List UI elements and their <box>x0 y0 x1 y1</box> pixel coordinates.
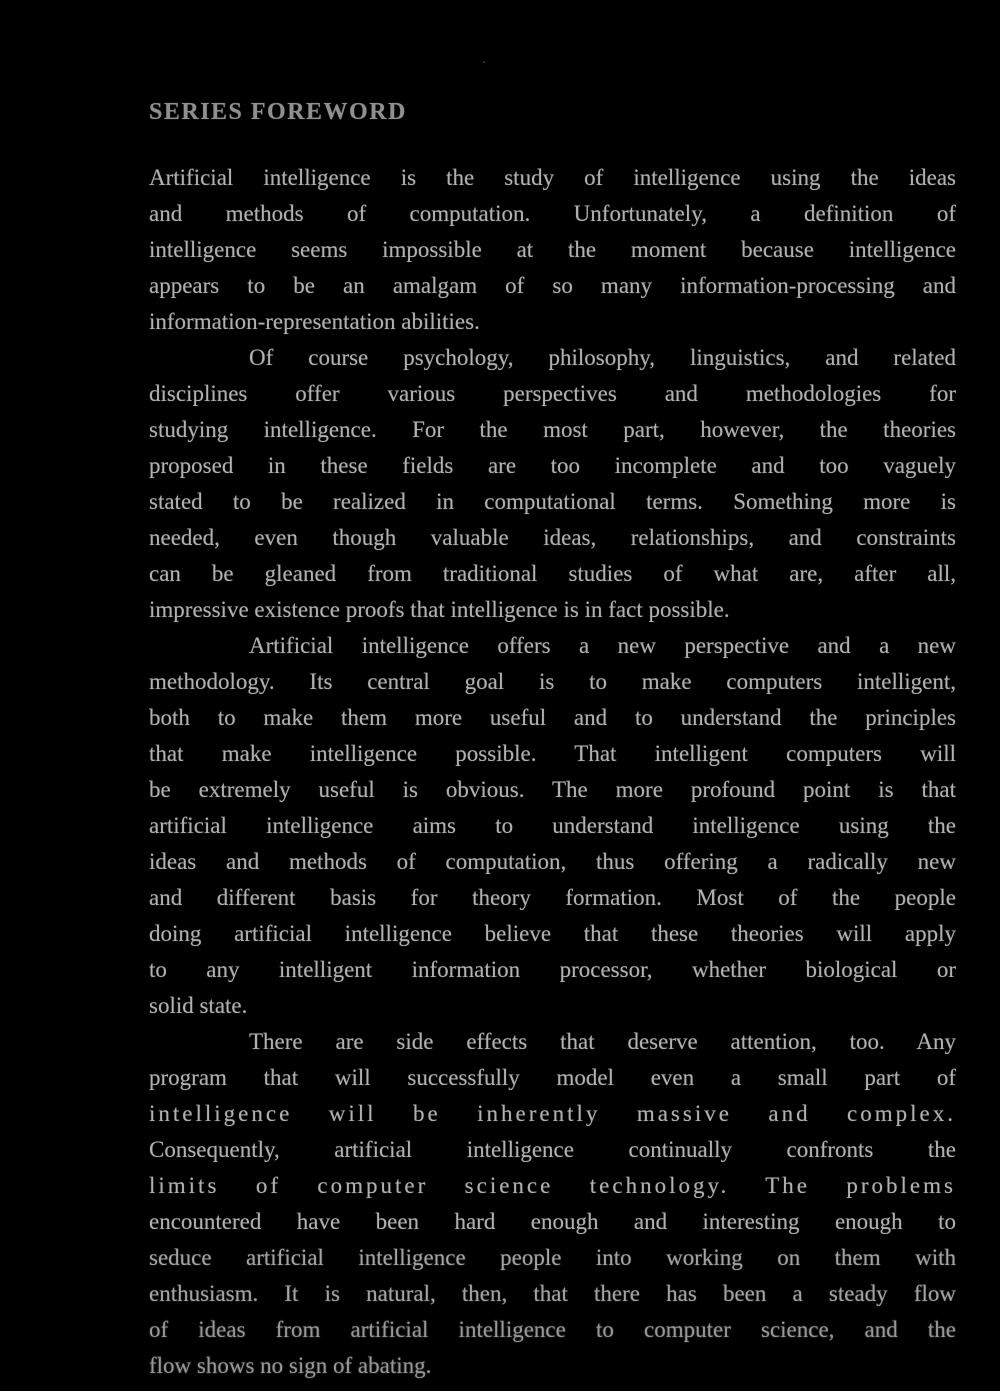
text-line: seduce artificial intelligence people into working on them with <box>149 1245 956 1270</box>
text-line: intelligence seems impossible at the moment because intelligence <box>149 237 956 262</box>
text-line: stated to be realized in computational terms. Something more is <box>149 489 956 514</box>
text-line: ideas and methods of computation, thus offering a radically new <box>149 849 956 874</box>
text-line: program that will successfully model even a small part of <box>149 1065 956 1090</box>
text-line: and different basis for theory formation. Most of the people <box>149 885 956 910</box>
text-line: studying intelligence. For the most part, however, the theories <box>149 417 956 442</box>
text-line: enthusiasm. It is natural, then, that there has been a steady flow <box>149 1281 956 1306</box>
text-line: needed, even though valuable ideas, relationships, and constraints <box>149 525 956 550</box>
text-line: methodology. Its central goal is to make computers intelligent, <box>149 669 956 694</box>
text-line: can be gleaned from traditional studies of what are, after all, <box>149 561 956 586</box>
paragraph-3 <box>149 628 956 1024</box>
text-line: Artificial intelligence offers a new perspective and a new <box>249 633 956 658</box>
text-line: Of course psychology, philosophy, linguistics, and related <box>249 345 956 370</box>
text-line: encountered have been hard enough and interesting enough to <box>149 1209 956 1234</box>
text-line: of ideas from artificial intelligence to computer science, and the <box>149 1317 956 1342</box>
text-line: solid state. <box>149 993 248 1018</box>
text-line: Artificial intelligence is the study of intelligence using the ideas <box>149 165 956 190</box>
paragraph-4 <box>149 1024 956 1384</box>
text-line: doing artificial intelligence believe that these theories will apply <box>149 921 956 946</box>
text-line: proposed in these fields are too incomplete and too vaguely <box>149 453 956 478</box>
paragraph-1 <box>149 160 956 340</box>
text-line: disciplines offer various perspectives and methodologies for <box>149 381 956 406</box>
text-line: both to make them more useful and to understand the principles <box>149 705 956 730</box>
text-line: artificial intelligence aims to understand intelligence using the <box>149 813 956 838</box>
text-line: Consequently, artificial intelligence continually confronts the <box>149 1137 956 1162</box>
text-line: information-representation abilities. <box>149 309 480 334</box>
paragraph-2 <box>149 340 956 628</box>
text-line: flow shows no sign of abating. <box>149 1353 432 1378</box>
text-line: be extremely useful is obvious. The more profound point is that <box>149 777 956 802</box>
text-line: intelligence will be inherently massive and complex. <box>149 1101 956 1126</box>
text-line: and methods of computation. Unfortunately, a definition of <box>149 201 956 226</box>
scan-speck <box>483 61 485 63</box>
text-line: appears to be an amalgam of so many information-processing and <box>149 273 956 298</box>
text-line: impressive existence proofs that intelligence is in fact possible. <box>149 597 730 622</box>
text-line: to any intelligent information processor, whether biological or <box>149 957 956 982</box>
text-line: limits of computer science technology. The problems <box>149 1173 956 1198</box>
foreword-text <box>149 160 956 1384</box>
page-title: SERIES FOREWORD <box>149 99 407 125</box>
text-line: There are side effects that deserve attention, too. Any <box>249 1029 956 1054</box>
text-line: that make intelligence possible. That intelligent computers will <box>149 741 956 766</box>
